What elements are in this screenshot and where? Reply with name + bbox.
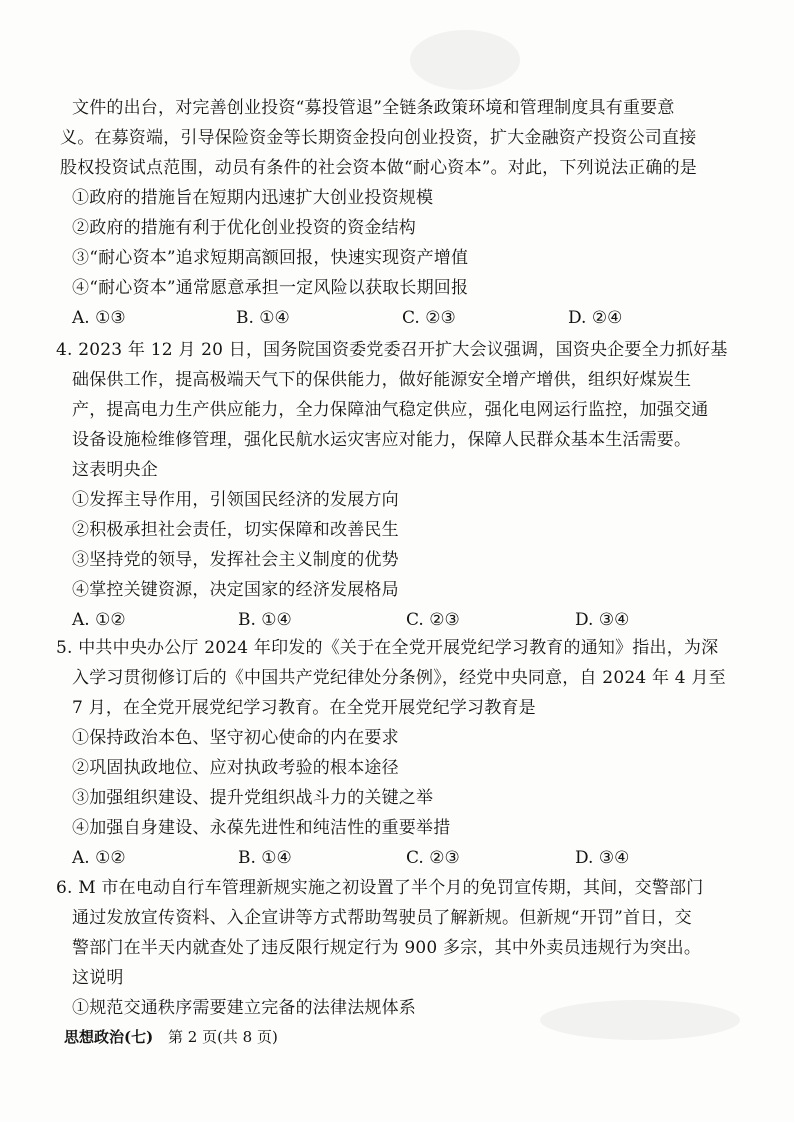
q4-stem-line: 础保供工作，提高极端天气下的保供能力，做好能源安全增产增供，组织好煤炭生 — [72, 370, 692, 390]
q4-item: ④掌控关键资源，决定国家的经济发展格局 — [72, 580, 399, 600]
q4-stem-line: 4. 2023 年 12 月 20 日，国务院国资委党委召开扩大会议强调，国资央企要全力抓好基 — [56, 340, 728, 360]
q6-stem-line: 通过发放宣传资料、入企宣讲等方式帮助驾驶员了解新规。但新规“开罚”首日，交 — [72, 908, 692, 928]
q3-option-d[interactable]: D. ②④ — [568, 308, 623, 328]
scan-smudge — [410, 30, 520, 90]
q6-stem-line: 这说明 — [72, 968, 124, 988]
q4-item: ②积极承担社会责任，切实保障和改善民生 — [72, 520, 399, 540]
q3-item: ②政府的措施有利于优化创业投资的资金结构 — [72, 218, 416, 238]
q5-stem-line: 7 月，在全党开展党纪学习教育。在全党开展党纪学习教育是 — [72, 698, 536, 718]
q6-item: ①规范交通秩序需要建立完备的法律法规体系 — [72, 998, 416, 1018]
footer-page-number: 第 2 页(共 8 页) — [167, 1028, 278, 1046]
q5-stem-line: 入学习贯彻修订后的《中国共产党纪律处分条例》，经党中央同意，自 2024 年 4 月至 — [72, 668, 726, 688]
q3-item: ④“耐心资本”通常愿意承担一定风险以获取长期回报 — [72, 278, 469, 298]
q4-item: ①发挥主导作用，引领国民经济的发展方向 — [72, 490, 399, 510]
q3-stem-line: 义。在募资端，引导保险资金等长期资金投向创业投资，扩大金融资产投资公司直接 — [60, 128, 697, 148]
q4-stem-line: 这表明央企 — [72, 460, 158, 480]
q3-option-a[interactable]: A. ①③ — [72, 308, 126, 328]
q3-stem-line: 文件的出台，对完善创业投资“募投管退”全链条政策环境和管理制度具有重要意 — [72, 98, 675, 118]
q4-option-d[interactable]: D. ③④ — [575, 610, 630, 630]
q5-item: ②巩固执政地位、应对执政考验的根本途径 — [72, 758, 399, 778]
q5-item: ③加强组织建设、提升党组织战斗力的关键之举 — [72, 788, 434, 808]
scan-smudge — [540, 1000, 740, 1040]
q5-option-a[interactable]: A. ①② — [72, 848, 126, 868]
q4-stem-line: 设备设施检维修管理，强化民航水运灾害应对能力，保障人民群众基本生活需要。 — [72, 430, 692, 450]
q5-option-b[interactable]: B. ①④ — [238, 848, 292, 868]
q5-option-d[interactable]: D. ③④ — [575, 848, 630, 868]
q3-item: ③“耐心资本”追求短期高额回报，快速实现资产增值 — [72, 248, 469, 268]
q5-item: ①保持政治本色、坚守初心使命的内在要求 — [72, 728, 399, 748]
q4-option-a[interactable]: A. ①② — [72, 610, 126, 630]
q4-option-c[interactable]: C. ②③ — [406, 610, 460, 630]
q5-stem-line: 5. 中共中央办公厅 2024 年印发的《关于在全党开展党纪学习教育的通知》指出，为深 — [56, 638, 719, 658]
q4-option-b[interactable]: B. ①④ — [238, 610, 292, 630]
q5-item: ④加强自身建设、永葆先进性和纯洁性的重要举措 — [72, 818, 451, 838]
page-footer — [64, 1026, 278, 1047]
footer-subject: 思想政治(七) — [64, 1028, 154, 1046]
q4-item: ③坚持党的领导，发挥社会主义制度的优势 — [72, 550, 399, 570]
q5-option-c[interactable]: C. ②③ — [406, 848, 460, 868]
q3-option-c[interactable]: C. ②③ — [402, 308, 456, 328]
q4-stem-line: 产，提高电力生产供应能力，全力保障油气稳定供应，强化电网运行监控，加强交通 — [72, 400, 709, 420]
q3-option-b[interactable]: B. ①④ — [236, 308, 290, 328]
q6-stem-line: 警部门在半天内就查处了违反限行规定行为 900 多宗，其中外卖员违规行为突出。 — [72, 938, 702, 958]
q3-stem-line: 股权投资试点范围，动员有条件的社会资本做“耐心资本”。对此，下列说法正确的是 — [60, 158, 697, 178]
q6-stem-line: 6. M 市在电动自行车管理新规实施之初设置了半个月的免罚宣传期，其间，交警部门 — [56, 878, 704, 898]
q3-item: ①政府的措施旨在短期内迅速扩大创业投资规模 — [72, 188, 434, 208]
